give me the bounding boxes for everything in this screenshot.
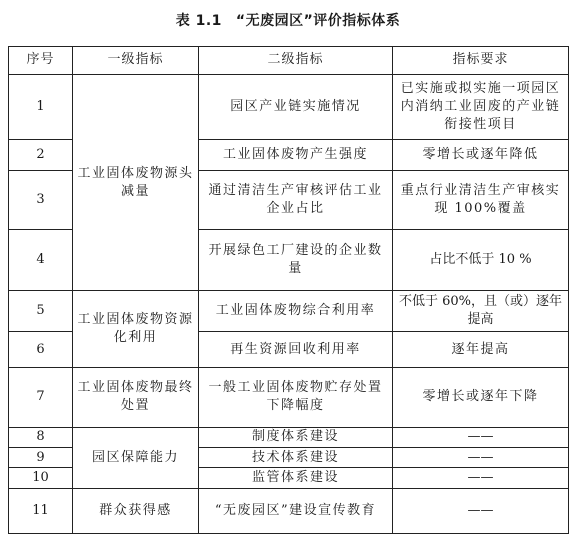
group-park-support: 园区保障能力 [73, 427, 199, 488]
row-requirement: —— [393, 488, 569, 533]
row-no: 6 [9, 332, 73, 368]
table-header-row [9, 47, 569, 75]
header-level1: 一级指标 [73, 47, 199, 75]
header-no: 序号 [9, 47, 73, 75]
row-level2: 工业固体废物产生强度 [199, 140, 393, 171]
header-requirement: 指标要求 [393, 47, 569, 75]
row-no: 7 [9, 368, 73, 427]
row-level2: 一般工业固体废物贮存处置下降幅度 [199, 368, 393, 427]
row-no: 9 [9, 447, 73, 467]
group-final-disposal: 工业固体废物最终处置 [73, 368, 199, 427]
row-requirement: 占比不低于 10 % [393, 230, 569, 291]
row-no: 11 [9, 488, 73, 533]
row-no: 3 [9, 170, 73, 229]
row-requirement: 已实施或拟实施一项园区内消纳工业固废的产业链衔接性项目 [393, 74, 569, 139]
group-source-reduction: 工业固体废物源头减量 [73, 74, 199, 291]
row-requirement: —— [393, 447, 569, 467]
row-no: 2 [9, 140, 73, 171]
row-requirement: 逐年提高 [393, 332, 569, 368]
table-row [9, 427, 569, 447]
row-level2: 再生资源回收利用率 [199, 332, 393, 368]
row-requirement: 零增长或逐年降低 [393, 140, 569, 171]
header-level2: 二级指标 [199, 47, 393, 75]
row-no: 4 [9, 230, 73, 291]
row-level2: “无废园区”建设宣传教育 [199, 488, 393, 533]
table-row [9, 488, 569, 533]
caption-number: 表 1.1 [175, 13, 222, 29]
row-no: 5 [9, 291, 73, 332]
row-level2: 工业固体废物综合利用率 [199, 291, 393, 332]
row-level2: 通过清洁生产审核评估工业企业占比 [199, 170, 393, 229]
row-no: 10 [9, 468, 73, 488]
group-public-satisfaction: 群众获得感 [73, 488, 199, 533]
row-requirement: —— [393, 427, 569, 447]
row-no: 1 [9, 74, 73, 139]
table-row [9, 291, 569, 332]
row-requirement: —— [393, 468, 569, 488]
row-level2: 园区产业链实施情况 [199, 74, 393, 139]
table-caption [0, 10, 576, 30]
evaluation-index-table [8, 46, 569, 534]
row-level2: 技术体系建设 [199, 447, 393, 467]
row-requirement: 零增长或逐年下降 [393, 368, 569, 427]
row-level2: 监管体系建设 [199, 468, 393, 488]
table-row [9, 368, 569, 427]
row-level2: 开展绿色工厂建设的企业数量 [199, 230, 393, 291]
group-resource-utilization: 工业固体废物资源化利用 [73, 291, 199, 368]
row-requirement: 重点行业清洁生产审核实现 100%覆盖 [393, 170, 569, 229]
row-no: 8 [9, 427, 73, 447]
row-requirement: 不低于 60%，且（或）逐年提高 [393, 291, 569, 332]
row-level2: 制度体系建设 [199, 427, 393, 447]
caption-title: “无废园区”评价指标体系 [235, 13, 401, 29]
table-row [9, 74, 569, 139]
